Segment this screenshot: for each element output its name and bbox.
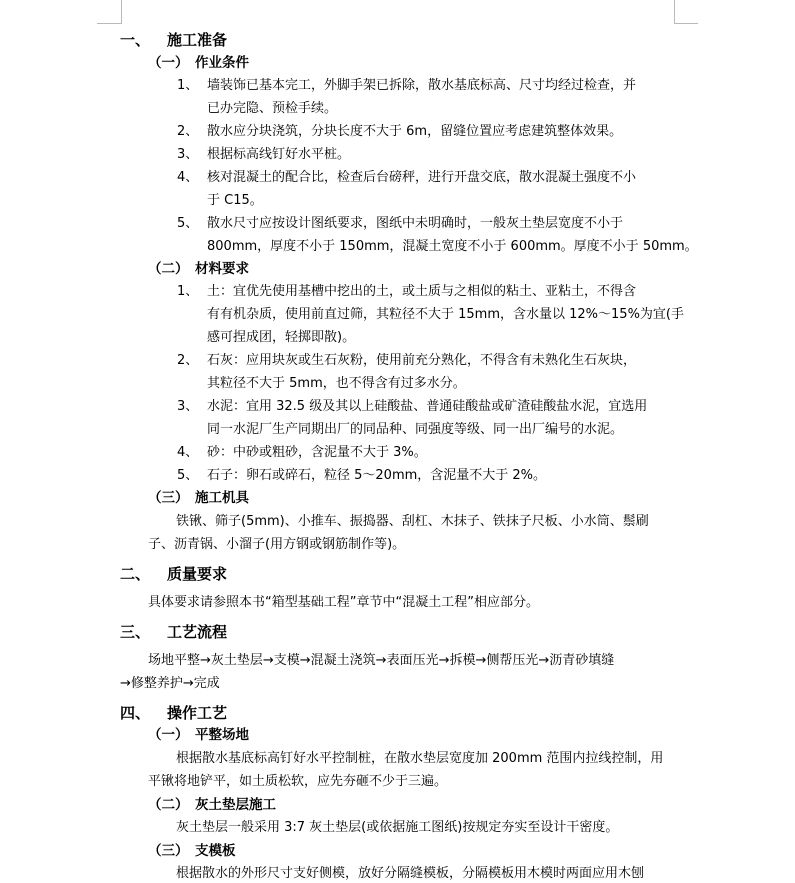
section-4-number: 四、: [120, 704, 151, 722]
paragraph-line: 具体要求请参照本书“箱型基础工程”章节中“混凝土工程”相应部分。: [148, 595, 539, 610]
subsection-1-3-title: 施工机具: [195, 490, 249, 506]
paragraph-line: 铁锹、筛子(5mm)、小推车、振捣器、刮杠、木抹子、铁抹子尺板、小水筒、鬃刷: [176, 514, 649, 529]
list-item-text: 水泥：宜用 32.5 级及其以上硅酸盐、普通硅酸盐或矿渣硅酸盐水泥，宜选用: [207, 399, 648, 414]
list-item-text: 于 C15。: [207, 193, 263, 208]
paragraph-line: 平锹将地铲平，如土质松软，应先夯砸不少于三遍。: [148, 774, 448, 789]
list-item-text: 已办完隐、预检手续。: [207, 101, 338, 116]
subsection-4-1-number: （一）: [148, 727, 189, 743]
paragraph-line: 场地平整→灰土垫层→支模→混凝土浇筑→表面压光→拆模→侧帮压光→沥青砂填缝: [148, 653, 615, 668]
subsection-4-2-number: （二）: [148, 797, 189, 813]
list-item-text: 有有机杂质，使用前直过筛，其粒径不大于 15mm，含水量以 12%～15%为宜(手: [207, 307, 684, 322]
subsection-1-1-title: 作业条件: [195, 55, 249, 71]
list-item-number: 1、: [177, 78, 199, 93]
list-item-number: 3、: [177, 399, 199, 414]
list-item-text: 砂：中砂或粗砂，含泥量不大于 3%。: [207, 445, 427, 460]
list-item-text: 墙装饰已基本完工，外脚手架已拆除，散水基底标高、尺寸均经过检查，并: [207, 78, 637, 93]
subsection-1-3-number: （三）: [148, 490, 189, 506]
section-4-title: 操作工艺: [167, 704, 228, 722]
paragraph-line: 灰土垫层一般采用 3:7 灰土垫层(或依据施工图纸)按规定夯实至设计干密度。: [176, 820, 619, 835]
list-item-text: 石子：卵石或碎石，粒径 5～20mm，含泥量不大于 2%。: [207, 468, 547, 483]
list-item-text: 核对混凝土的配合比，检查后台磅秤，进行开盘交底，散水混凝土强度不小: [207, 170, 637, 185]
section-2-number: 二、: [120, 565, 151, 583]
list-item-number: 5、: [177, 468, 199, 483]
list-item-number: 1、: [177, 284, 199, 299]
section-3-number: 三、: [120, 623, 151, 641]
section-2-title: 质量要求: [167, 565, 228, 583]
list-item-number: 2、: [177, 353, 199, 368]
list-item-text: 石灰：应用块灰或生石灰粉，使用前充分熟化，不得含有未熟化生石灰块，: [207, 353, 637, 368]
list-item-number: 4、: [177, 170, 199, 185]
list-item-number: 3、: [177, 147, 199, 162]
subsection-4-2-title: 灰土垫层施工: [195, 797, 276, 813]
crop-mark-right-vertical: [674, 0, 675, 24]
crop-mark-left-vertical: [121, 0, 122, 24]
subsection-4-3-title: 支模板: [195, 843, 236, 859]
list-item-text: 散水尺寸应按设计图纸要求，图纸中未明确时，一般灰土垫层宽度不小于: [207, 216, 624, 231]
subsection-1-2-title: 材料要求: [195, 261, 249, 277]
list-item-number: 5、: [177, 216, 199, 231]
list-item-text: 土：宜优先使用基槽中挖出的土，或土质与之相似的粘土、亚粘土，不得含: [207, 284, 637, 299]
section-1-title: 施工准备: [167, 31, 228, 49]
paragraph-line: 根据散水基底标高钉好水平控制桩，在散水垫层宽度加 200mm 范围内拉线控制，用: [176, 751, 664, 766]
crop-mark-left-horizontal: [97, 23, 122, 24]
paragraph-line: →修整养护→完成: [120, 676, 220, 691]
subsection-4-3-number: （三）: [148, 843, 189, 859]
section-1-number: 一、: [120, 31, 151, 49]
subsection-1-2-number: （二）: [148, 261, 189, 277]
list-item-text: 同一水泥厂生产同期出厂的同品种、同强度等级、同一出厂编号的水泥。: [207, 422, 624, 437]
list-item-text: 散水应分块浇筑，分块长度不大于 6m，留缝位置应考虑建筑整体效果。: [207, 124, 623, 139]
list-item-text: 800mm，厚度不小于 150mm，混凝土宽度不小于 600mm。厚度不小于 50mm。: [207, 239, 698, 254]
paragraph-line: 子、沥青锅、小溜子(用方钢或钢筋制作等)。: [148, 537, 406, 552]
list-item-text: 其粒径不大于 5mm，也不得含有过多水分。: [207, 376, 466, 391]
list-item-number: 2、: [177, 124, 199, 139]
crop-mark-right-horizontal: [674, 23, 698, 24]
list-item-number: 4、: [177, 445, 199, 460]
subsection-1-1-number: （一）: [148, 55, 189, 71]
paragraph-line: 根据散水的外形尺寸支好侧模，放好分隔缝模板，分隔模板用木模时两面应用木刨: [176, 866, 645, 881]
list-item-text: 感可捏成团，轻掷即散)。: [207, 330, 356, 345]
section-3-title: 工艺流程: [167, 623, 228, 641]
subsection-4-1-title: 平整场地: [195, 727, 249, 743]
list-item-text: 根据标高线钉好水平桩。: [207, 147, 351, 162]
